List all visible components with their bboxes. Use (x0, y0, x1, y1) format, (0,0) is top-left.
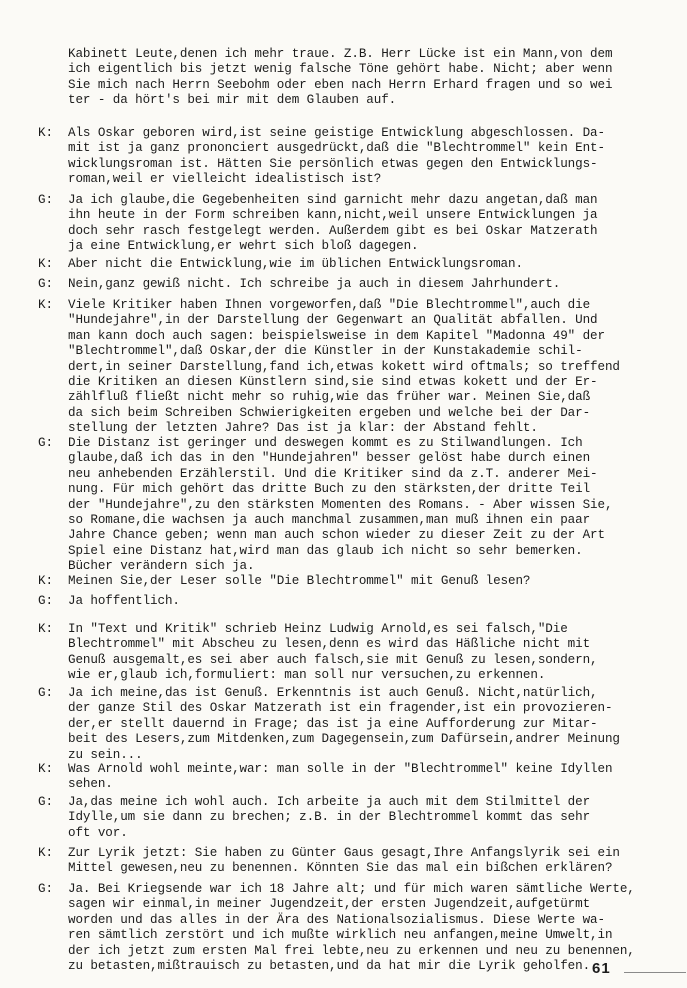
text-line: In "Text und Kritik" schrieb Heinz Ludwig Arnold,es sei falsch,"Die (68, 622, 568, 636)
text-line: Bücher verändern sich ja. (68, 559, 255, 574)
speaker-label: G: (38, 686, 54, 700)
page-number-rule (624, 972, 686, 973)
text-line: Nein,ganz gewiß nicht. Ich schreibe ja auch in diesem Jahrhundert. (68, 277, 561, 291)
paragraph-text (68, 298, 654, 437)
text-line: wicklungsroman ist. Hätten Sie persönlich etwas gegen den Entwicklungs- (68, 156, 598, 171)
text-line: dert,in seiner Darstellung,fand ich,etwas kokett wird oftmals; so treffend (68, 359, 620, 374)
text-line: ja eine Entwicklung,er wehrt sich bloß dagegen. (68, 239, 419, 254)
speaker-label: G: (38, 795, 54, 809)
text-line: zu sein... (68, 747, 143, 762)
paragraph (38, 257, 654, 272)
text-line: Kabinett Leute,denen ich mehr traue. Z.B. Herr Lücke ist ein Mann,von dem (68, 47, 613, 61)
paragraph (38, 686, 654, 763)
text-line: die Kritiken an diesen Künstlern sind,sie sind etwas kokett und der Er- (68, 375, 598, 390)
paragraph-text (68, 436, 654, 575)
text-line: nung. Für mich gehört das dritte Buch zu den stärksten,der dritte Teil (68, 482, 591, 497)
paragraph-text (68, 594, 654, 609)
paragraph (38, 193, 654, 255)
paragraph (38, 47, 654, 109)
speaker-label: G: (38, 193, 54, 207)
text-line: Ja hoffentlich. (68, 594, 180, 608)
text-line: Jahre Chance geben; wenn man auch schon wieder zu dieser Zeit zu der Art (68, 528, 605, 543)
paragraph (38, 574, 654, 589)
text-line: Sie mich nach Herrn Seebohm oder eben nach Herrn Erhard fragen und so wei (68, 77, 613, 92)
text-line: worden und das alles in der Ära des Nationalsozialismus. Diese Werte wa- (68, 912, 605, 927)
text-line: doch sehr rasch festgelegt werden. Außerdem gibt es bei Oskar Matzerath (68, 223, 598, 238)
text-line: oft vor. (68, 825, 128, 840)
text-line: Ja ich glaube,die Gegebenheiten sind garnicht mehr dazu angetan,daß man (68, 193, 598, 207)
text-line: Viele Kritiker haben Ihnen vorgeworfen,daß "Die Blechtrommel",auch die (68, 298, 591, 312)
text-line: der,er stellt dauernd in Frage; das ist ja eine Aufforderung zur Mitar- (68, 716, 598, 731)
paragraph-text (68, 257, 654, 272)
speaker-label: K: (38, 574, 54, 588)
paragraph-text (68, 882, 654, 977)
paragraph (38, 622, 654, 684)
text-line: beit des Lesers,zum Mitdenken,zum Dagegensein,zum Dafürsein,andrer Meinung (68, 732, 620, 747)
speaker-label: G: (38, 882, 54, 896)
speaker-label: K: (38, 622, 54, 636)
speaker-label: G: (38, 277, 54, 291)
paragraph (38, 298, 654, 437)
text-line: zu betasten,mißtrauisch zu betasten,und da hat mir die Lyrik geholfen. (68, 959, 591, 974)
page-number: 61 (592, 960, 611, 977)
paragraph-text (68, 126, 654, 188)
text-line: Aber nicht die Entwicklung,wie im üblichen Entwicklungsroman. (68, 257, 523, 271)
paragraph-text (68, 795, 654, 841)
text-line: zählfluß fließt nicht mehr so ruhig,wie das früher war. Meinen Sie,daß (68, 390, 591, 405)
paragraph (38, 846, 654, 877)
text-line: Genuß ausgemalt,es sei aber auch falsch,sie mit Genuß zu lesen,sondern, (68, 652, 598, 667)
text-line: sehen. (68, 777, 113, 792)
paragraph (38, 126, 654, 188)
paragraph-text (68, 574, 654, 589)
text-line: ihn heute in der Form schreiben kann,nicht,weil unsere Entwicklungen ja (68, 208, 598, 223)
text-line: der ich jetzt zum ersten Mal frei lebte,neu zu erkennen und neu zu benennen, (68, 943, 635, 958)
paragraph-text (68, 846, 654, 877)
paragraph (38, 277, 654, 292)
text-line: ter - da hört's bei mir mit dem Glauben auf. (68, 93, 397, 108)
paragraph-text (68, 277, 654, 292)
text-line: sagen wir einmal,in meiner Jugendzeit,der ersten Jugendzeit,aufgetürmt (68, 897, 591, 912)
paragraph (38, 762, 654, 793)
text-line: Ja ich meine,das ist Genuß. Erkenntnis ist auch Genuß. Nicht,natürlich, (68, 686, 598, 700)
speaker-label: K: (38, 846, 54, 860)
text-line: Meinen Sie,der Leser solle "Die Blechtrommel" mit Genuß lesen? (68, 574, 531, 588)
paragraph (38, 795, 654, 841)
text-line: Ja,das meine ich wohl auch. Ich arbeite ja auch mit dem Stilmittel der (68, 795, 591, 809)
text-line: so Romane,die wachsen ja auch manchmal zusammen,man muß ihnen ein paar (68, 513, 591, 528)
speaker-label: G: (38, 436, 54, 450)
paragraph-text (68, 762, 654, 793)
text-line: wie er,glaub ich,formuliert: man soll nur versuchen,zu erkennen. (68, 668, 546, 683)
text-line: neu anhebenden Erzählerstil. Und die Kritiker sind da z.T. anderer Mei- (68, 466, 598, 481)
text-line: da sich beim Schreiben Schwierigkeiten ergeben und welche bei der Dar- (68, 405, 591, 420)
paragraph-text (68, 47, 654, 109)
paragraph-text (68, 622, 654, 684)
text-line: ren sämtlich zerstört und ich mußte wirklich neu anfangen,meine Umwelt,in (68, 928, 613, 943)
text-line: Idylle,um sie dann zu brechen; z.B. in der Blechtrommel kommt das sehr (68, 810, 591, 825)
speaker-label: K: (38, 257, 54, 271)
speaker-label: G: (38, 594, 54, 608)
text-line: glaube,daß ich das in den "Hundejahren" besser gelöst habe durch einen (68, 451, 591, 466)
paragraph-text (68, 686, 654, 763)
text-line: Zur Lyrik jetzt: Sie haben zu Günter Gaus gesagt,Ihre Anfangslyrik sei ein (68, 846, 620, 860)
text-line: Als Oskar geboren wird,ist seine geistige Entwicklung abgeschlossen. Da- (68, 126, 605, 140)
text-line: "Blechtrommel",daß Oskar,der die Künstler in der Kunstakademie schil- (68, 344, 583, 359)
text-line: roman,weil er vielleicht idealistisch ist? (68, 172, 382, 187)
text-line: Mittel gewesen,neu zu benennen. Könnten Sie das mal ein bißchen erklären? (68, 861, 613, 876)
speaker-label (38, 47, 68, 109)
text-line: Was Arnold wohl meinte,war: man solle in der "Blechtrommel" keine Idyllen (68, 762, 613, 776)
text-line: stellung der letzten Jahre? Das ist ja klar: der Abstand fehlt. (68, 421, 538, 436)
paragraph (38, 882, 654, 977)
text-line: man kann doch auch sagen: beispielsweise in dem Kapitel "Madonna 49" der (68, 328, 605, 343)
paragraph (38, 594, 654, 609)
text-line: Die Distanz ist geringer und deswegen kommt es zu Stilwandlungen. Ich (68, 436, 583, 450)
speaker-label: K: (38, 126, 54, 140)
speaker-label: K: (38, 762, 54, 776)
speaker-label: K: (38, 298, 54, 312)
text-line: der "Hundejahre",zu den stärksten Momenten des Romans. - Aber wissen Sie, (68, 497, 613, 512)
paragraph (38, 436, 654, 575)
text-line: der ganze Stil des Oskar Matzerath ist ein fragender,ist ein provozieren- (68, 701, 613, 716)
paragraph-text (68, 193, 654, 255)
text-line: Spiel eine Distanz hat,wird man das glaub ich nicht so sehr bemerken. (68, 543, 583, 558)
text-line: "Hundejahre",in der Darstellung der Gegenwart an Qualität abfallen. Und (68, 313, 598, 328)
text-line: ich eigentlich bis jetzt wenig falsche Töne gehört habe. Nicht; aber wenn (68, 62, 613, 77)
text-line: mit ist ja ganz prononciert ausgedrückt,daß die "Blechtrommel" kein Ent- (68, 141, 605, 156)
text-line: Ja. Bei Kriegsende war ich 18 Jahre alt; und für mich waren sämtliche Werte, (68, 882, 635, 896)
text-line: Blechtrommel" mit Abscheu zu lesen,denn es wird das Häßliche nicht mit (68, 637, 591, 652)
